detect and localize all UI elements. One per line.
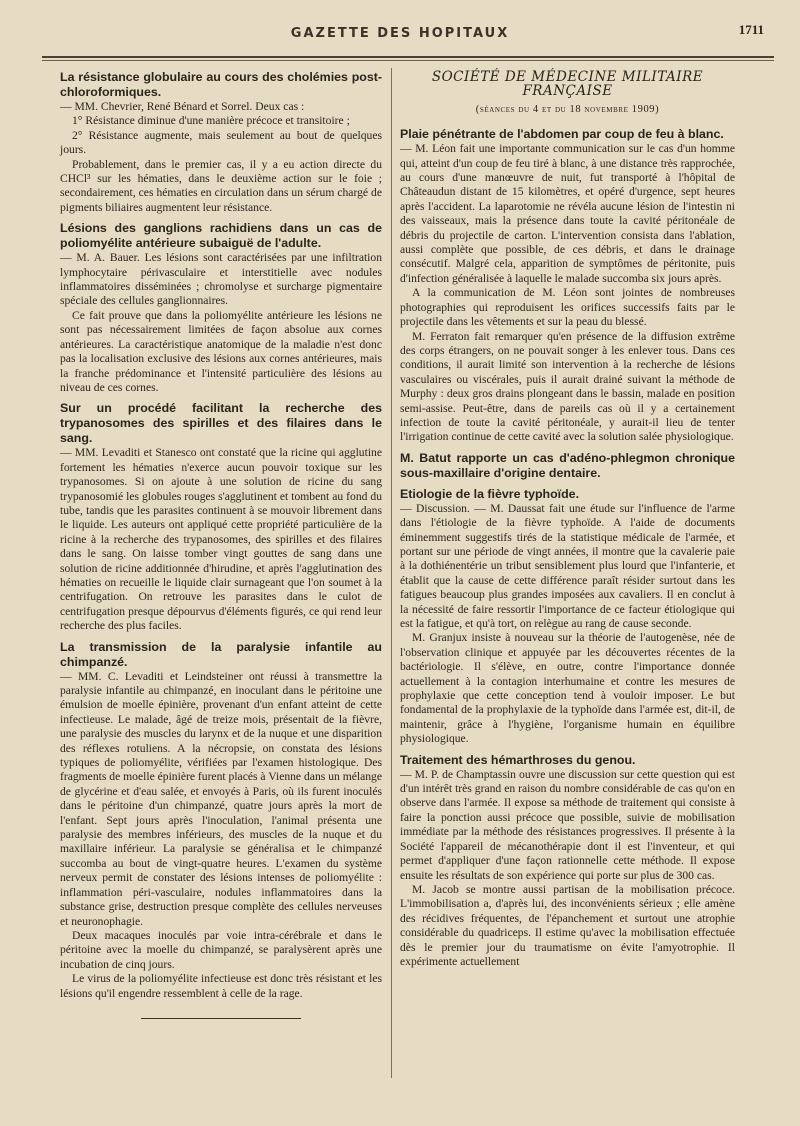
- section-dates: (séances du 4 et du 18 novembre 1909): [475, 103, 660, 115]
- end-of-column-rule: [60, 1009, 382, 1023]
- article-paragraph: — MM. Chevrier, René Bénard et Sorrel. Deux cas :: [60, 100, 305, 113]
- article-hemarthroses-genou: [400, 753, 735, 970]
- page-number: 1711: [738, 22, 764, 37]
- article-paragraph: M. Jacob se montre aussi partisan de la mobilisation précoce. L'immobilisation a, d'après lui, des inconvénients sérieux ; elle amène des récidives fréquentes, de l'épanchement et surtout une atrophie considérable du quadriceps. Il estime qu'avec la mobilisation effectuée dès le premier jour du traumatisme on évite l'amyotrophie. Il expérimente actuellement: [400, 882, 735, 968]
- article-headline: Etiologie de la fièvre typhoïde.: [400, 486, 580, 501]
- article-paragraph: M. Granjux insiste à nouveau sur la théorie de l'autogenèse, née de l'observation clinique et appuyée par les découvertes récentes de la bactériologie. Il s'élève, en outre, contre l'importance donnée actuellement à la contagion interhumaine et contre les mesures de prophylaxie que cette conception tend à vouloir imposer. Le but fondamental de la prophylaxie de la typhoïde dans l'armée est, dit-il, de maintenir, grâce à l'hygiène, l'organisme humain en équilibre physiologique.: [400, 631, 735, 746]
- right-column: [400, 70, 735, 1096]
- article-paragraph: Probablement, dans le premier cas, il y a eu action directe du CHCl³ sur les hématies, dans le deuxième action sur le foie ; secondairement, ces hématies en circulation dans un sérum chargé de pigments biliaires augmentent leur résistance.: [60, 157, 382, 214]
- page-header: [30, 22, 770, 52]
- article-paragraph: — MM. Levaditi et Stanesco ont constaté que la ricine qui agglutine fortement les hématies n'exerce aucun pouvoir toxique sur les trypanosomes. Si on ajoute à une solution de ricine du sang trypanosomié les globules rouges s'agglutinent et tombent au fond du tube, tandis que les parasites continuent à se mouvoir librement dans le liquide. Les auteurs ont appliqué cette propriété particulière de la ricine à la recherche des trypanosomes, des spirilles et des filaires dans le sang. On laisse tomber vingt gouttes de sang dans une solution de ricine additionnée d'hirudine, et après l'agglutination des hématies on recueille le liquide clair surnageant que l'on soumet à la centrifugation. On retrouve les parasites dans le culot de centrifugation presque dépourvus d'éléments figurés, ce qui rend leur recherche des plus faciles.: [60, 446, 382, 633]
- article-paralysie-chimpanze: [60, 640, 382, 1001]
- article-paragraph: Ce fait prouve que dans la poliomyélite antérieure les lésions ne sont pas nécessairement limitées de façon absolue aux cornes antérieures. La caractéristique anatomique de la maladie n'est donc pas la localisation exclusive des lésions aux cornes antérieures, mais la franche prédominance et l'intensité particulière des lésions au niveau de ces cornes.: [60, 308, 382, 394]
- article-headline: Traitement des hémarthroses du genou.: [400, 752, 636, 767]
- header-rule-thin: [42, 60, 774, 61]
- article-paragraph: M. Ferraton fait remarquer qu'en présence de la diffusion extrême des corps étrangers, on ne pouvait songer à les enlever tous. Dans ces conditions, il aurait limité son intervention à la recherche de lésions vasculaires ou viscérales, puis il aurait drainé suivant la méthode de Murphy : deux gros drains plongeant dans le bassin, malade en position semi-assise. Peut-être, dans de pareils cas où il y a certainement infection de toute la cavité péritonéale, y aurait-il lieu de tenter l'irrigation continue de cette cavité avec la solution salée physiologique.: [400, 329, 735, 444]
- article-paragraph: 1° Résistance diminue d'une manière précoce et transitoire ;: [72, 114, 350, 128]
- article-paragraph: Le virus de la poliomyélite infectieuse est donc très résistant et les lésions qu'il engendre ressemblent à celle de la rage.: [60, 972, 382, 1000]
- article-resistance-globulaire: [60, 70, 382, 215]
- article-paragraph: — M. P. de Champtassin ouvre une discussion sur cette question qui est d'un intérêt très grand en raison du nombre considérable de cas qu'on en observe dans l'armée. Il expose sa méthode de traitement qui consiste à faire la ponction aussi précoce que possible, suivie de mobilisation immédiate par la méthode des résistances progressives. Il présente à la Société l'appareil de mécanothérapie dont il est l'inventeur, et qui permet d'appliquer d'une façon rationnelle cette méthode. Il expose ensuite les résultats de son expérience qui porte sur plus de 300 cas.: [400, 767, 735, 882]
- article-fievre-typhoide: [400, 487, 735, 747]
- article-ganglions-rachidiens: [60, 221, 382, 395]
- header-rule: [42, 56, 774, 58]
- section-title: SOCIÉTÉ DE MÉDECINE MILITAIRE FRANÇAISE: [431, 69, 704, 100]
- article-headline: La transmission de la paralysie infantile au chimpanzé.: [60, 639, 382, 669]
- journal-title: GAZETTE DES HOPITAUX: [290, 26, 510, 41]
- article-paragraph: Deux macaques inoculés par voie intra-cérébrale et dans le péritoine avec la moelle du chimpanzé, se paralysèrent après une incubation de cinq jours.: [60, 928, 382, 971]
- article-paragraph: — Discussion. — M. Daussat fait une étude sur l'influence de l'arme dans l'étiologie de la fièvre typhoïde. A l'aide de documents éminemment suggestifs tirés de la statistique médicale de l'armée, et portant sur une période de vingt années, il montre que la cavalerie paie à la dothiénentérie un tribut sensiblement plus lourd que l'infanterie, et établit que la cause de cette différence paraît résider surtout dans les fatigues beaucoup plus grandes imposées aux cavaliers. Il en conclut à la nécessité de faire ressortir l'importance de ce facteur étiologique qui est la fatigue, et qu'à tort, on relègue au rang de cause seconde.: [400, 501, 735, 630]
- article-paragraph: — M. Léon fait une importante communication sur le cas d'un homme qui, atteint d'un coup de feu tiré à blanc, à une distance très rapprochée, au cours d'une manœuvre de nuit, fut transporté à l'hôpital de Châteaudun distant de 15 kilomètres, et opéré d'urgence, sept heures après l'accident. La laparotomie ne révéla aucune lésion de l'intestin ni des vaisseaux, mais la présence dans toute la cavité péritonéale de débris du projectile de carton. L'intervention consista dans l'ablation, aussi complète que possible, de ces débris, et dans le drainage consécutif. Malgré cela, apparition de symptômes de péritonite, puis d'infection généralisée à laquelle le malade succomba six jours après.: [400, 142, 735, 285]
- column-divider: [391, 68, 392, 1078]
- article-paragraph: — MM. C. Levaditi et Leindsteiner ont réussi à transmettre la paralysie infantile au chimpanzé, en inoculant dans le péritoine une émulsion de moelle épinière, provenant d'un enfant atteint de cette infectieuse. Le malade, âgé de treize mois, présentait de la fièvre, une paralysie des muscles du larynx et de la nuque et une disparition des réflexes rotuliens. A la nécropsie, on constata des lésions typiques de poliomyélite, vérifiées par l'examen histologique. Des fragments de moelle épinière furent placés à Vienne dans un mélange de glycérine et d'eau salée, et envoyés à Paris, où ils furent inoculés dans le péritoine d'un chimpanzé, quatre jours après la mort de l'enfant. Sept jours après l'inoculation, l'animal présenta une paralysie des membres inférieurs, des muscles de la nuque et du maxillaire inférieur. La paralysie se généralisa et le chimpanzé succomba au bout de vingt-quatre heures. L'examen du système nerveux permit de constater des lésions intenses de poliomyélite : inflammation péri-vasculaire, nodules inflammatoires dans la substance grise, destruction presque complète des cellules nerveuses et neuronophagie.: [60, 669, 382, 928]
- article-headline: M. Batut rapporte un cas d'adéno-phlegmon chronique sous-maxillaire d'origine dentaire.: [400, 450, 735, 480]
- article-headline: La résistance globulaire au cours des cholémies post-chloroformiques.: [60, 70, 382, 99]
- left-column: [60, 70, 382, 1096]
- article-plaie-abdomen: [400, 127, 735, 445]
- article-adeno-phlegmon: [400, 451, 735, 481]
- article-headline: Sur un procédé facilitant la recherche des trypanosomes des spirilles et des filaires dans le sang.: [60, 401, 382, 446]
- article-headline: Plaie pénétrante de l'abdomen par coup de feu à blanc.: [400, 127, 724, 142]
- article-trypanosomes: [60, 401, 382, 633]
- article-paragraph: A la communication de M. Léon sont jointes de nombreuses photographies qui reproduisent les orifices successifs faits par le projectile dans les vêtements et sur la peau du blessé.: [400, 286, 735, 329]
- article-paragraph: 2° Résistance augmente, mais seulement au bout de quelques jours.: [60, 128, 382, 157]
- article-paragraph: — M. A. Bauer. Les lésions sont caractérisées par une infiltration lymphocytaire périvasculaire et interstitielle avec nodules inflammatoires disséminées ; chromolyse et surcharge pigmentaire spéciale des cellules ganglionnaires.: [60, 251, 382, 308]
- article-headline: Lésions des ganglions rachidiens dans un cas de poliomyélite antérieure subaiguë de l'adulte.: [60, 221, 382, 251]
